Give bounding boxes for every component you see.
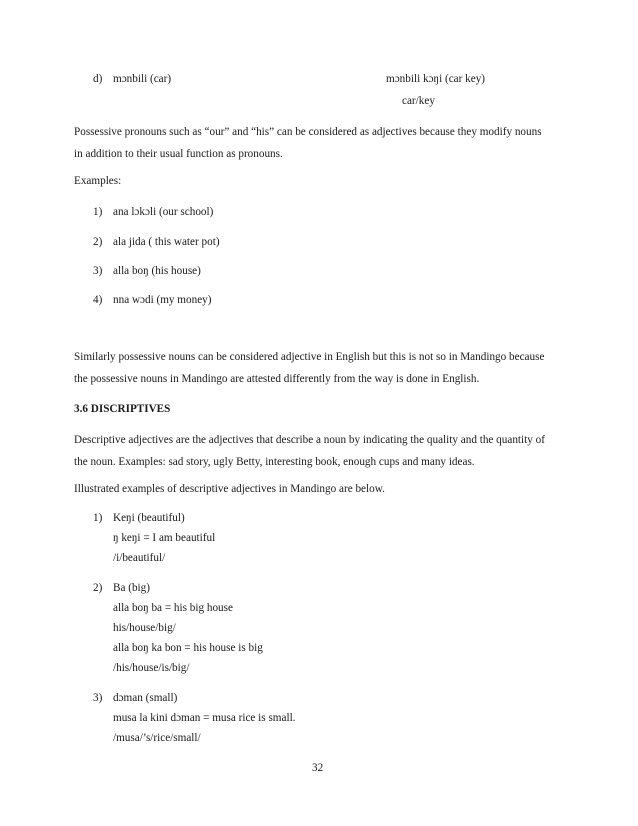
paragraph-line: Possessive pronouns such as “our” and “his” can be considered as adjectives because they modify nouns	[74, 126, 542, 138]
example-title: Keŋi (beautiful)	[113, 512, 185, 524]
example-line: /i/beautiful/	[113, 552, 166, 564]
example-number: 1)	[93, 512, 103, 524]
top-example-right: mɔnbili kɔŋi (car key)	[386, 73, 486, 85]
example-number: 2)	[93, 582, 103, 594]
paragraph-line: the noun. Examples: sad story, ugly Betty, interesting book, enough cups and many ideas.	[74, 456, 475, 468]
examples-label: Examples:	[74, 175, 122, 187]
section-heading: 3.6 DISCRIPTIVES	[74, 403, 171, 415]
example-title: dɔman (small)	[113, 692, 178, 704]
list-item	[93, 294, 212, 306]
paragraph-line: the possessive nouns in Mandingo are attested differently from the way is done in English.	[74, 373, 480, 385]
paragraph-line: in addition to their usual function as pronouns.	[74, 148, 283, 160]
top-example-marker: d)	[93, 73, 103, 85]
list-number: 3)	[93, 265, 103, 277]
page-number: 32	[312, 762, 324, 774]
example-number: 3)	[93, 692, 103, 704]
top-example-gloss: car/key	[402, 95, 435, 107]
list-item	[93, 265, 201, 277]
list-number: 4)	[93, 294, 103, 306]
example-line: /musa/’s/rice/small/	[113, 732, 201, 744]
list-text: ala jida ( this water pot)	[113, 236, 220, 248]
paragraph-line: Similarly possessive nouns can be considered adjective in English but this is not so in Mandingo because	[74, 351, 545, 363]
list-text: alla boŋ (his house)	[113, 265, 201, 277]
example-line: ŋ keŋi = I am beautiful	[113, 532, 216, 544]
list-item	[93, 236, 220, 248]
list-item	[93, 206, 213, 218]
possessive-paragraph	[74, 121, 574, 165]
list-number: 2)	[93, 236, 103, 248]
example-line: alla boŋ ka bon = his house is big	[113, 642, 263, 654]
illustrated-intro: Illustrated examples of descriptive adjectives in Mandingo are below.	[74, 483, 385, 495]
descriptive-paragraph	[74, 429, 574, 473]
paragraph-line: Descriptive adjectives are the adjectives that describe a noun by indicating the quality and the quantity of	[74, 434, 545, 446]
example-line: his/house/big/	[113, 622, 176, 634]
list-text: ana lɔkɔli (our school)	[113, 206, 214, 218]
top-example-left: mɔnbili (car)	[113, 73, 172, 85]
list-number: 1)	[93, 206, 103, 218]
example-line: musa la kini dɔman = musa rice is small.	[113, 712, 296, 724]
example-line: /his/house/is/big/	[113, 662, 190, 674]
similarly-paragraph	[74, 346, 574, 390]
list-text: nna wɔdi (my money)	[113, 294, 212, 306]
example-line: alla boŋ ba = his big house	[113, 602, 233, 614]
example-title: Ba (big)	[113, 582, 150, 594]
